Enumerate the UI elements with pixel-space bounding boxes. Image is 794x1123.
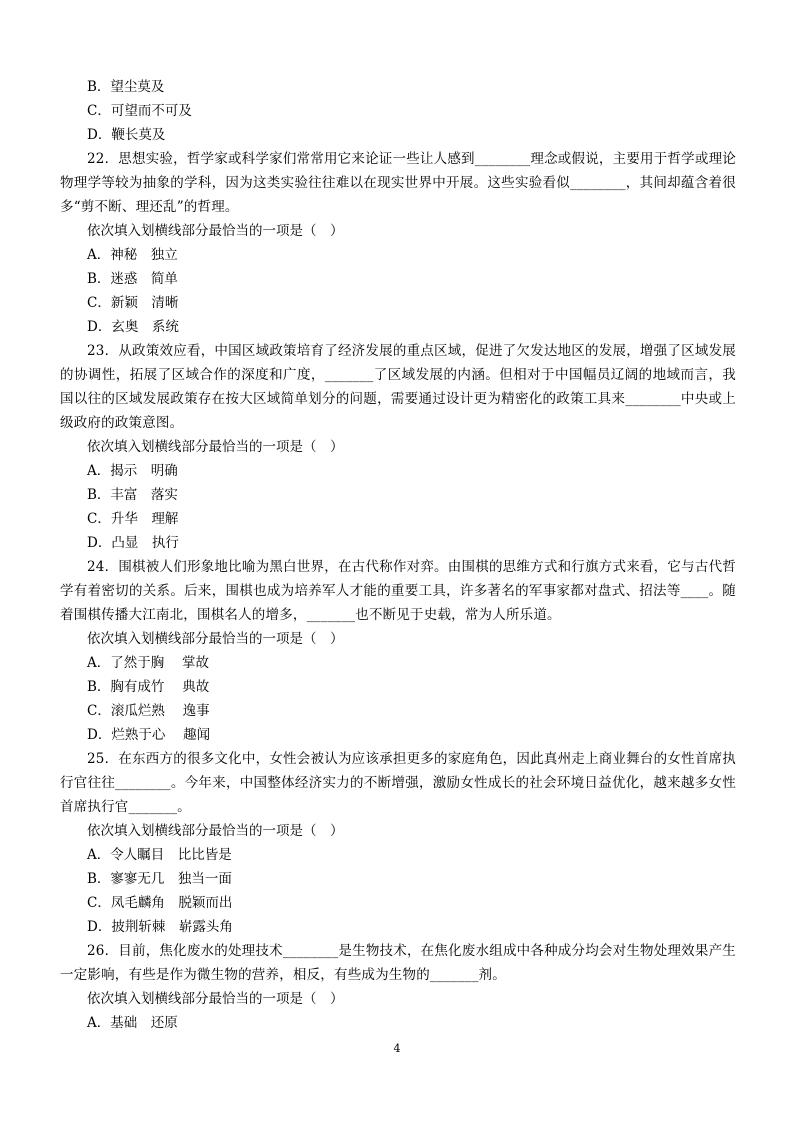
question-stem: 26．目前，焦化废水的处理技术________是生物技术，在焦化废水组成中各种成分均会对生物处理效果产生一定影响，有些是作为微生物的营养，相反，有些成为生物的_______剂。: [60, 943, 736, 983]
page-number: 4: [393, 1042, 401, 1055]
option-d: D．披荆斩棘 崭露头角: [87, 919, 233, 935]
question-prompt: 依次填入划横线部分最恰当的一项是（ ）: [87, 991, 344, 1007]
question-prompt: 依次填入划横线部分最恰当的一项是（ ）: [87, 631, 344, 647]
option-c: C．滚瓜烂熟 逸事: [87, 703, 210, 719]
option-d: D．玄奥 系统: [87, 319, 179, 335]
question-prompt: 依次填入划横线部分最恰当的一项是（ ）: [87, 439, 344, 455]
option-c: C．凤毛麟角 脱颖而出: [87, 895, 233, 911]
option-b: B．望尘莫及: [87, 79, 165, 95]
option-b: B．寥寥无几 独当一面: [87, 871, 232, 887]
option-c: C．升华 理解: [87, 511, 179, 527]
option-c: C．可望而不可及: [87, 103, 192, 119]
option-a: A．揭示 明确: [87, 463, 178, 479]
option-a: A．令人瞩目 比比皆是: [87, 847, 232, 863]
question-stem: 23．从政策效应看，中国区域政策培育了经济发展的重点区域，促进了欠发达地区的发展，增强了区域发展的协调性，拓展了区域合作的深度和广度，_______了区域发展的内涵。但相对于中国幅员辽阔的地域而言，我国以往的区域发展政策存在按大区域简单划分的问题，需要通过设计更为精密化的政策工具来________中央或上级政府的政策意图。: [60, 343, 736, 431]
question-26: [60, 939, 736, 1035]
option-c: C．新颖 清晰: [87, 295, 179, 311]
option-b: B．迷惑 简单: [87, 271, 178, 287]
question-25: [60, 747, 736, 939]
option-b: B．胸有成竹 典故: [87, 679, 210, 695]
option-d: D．鞭长莫及: [87, 127, 166, 143]
question-stem: 25．在东西方的很多文化中，女性会被认为应该承担更多的家庭角色，因此真州走上商业舞台的女性首席执行官往往________。今年来，中国整体经济实力的不断增强，激励女性成长的社会环境日益优化，越来越多女性首席执行官_______。: [60, 751, 736, 815]
option-a: A．基础 还原: [87, 1015, 178, 1031]
option-d: D．烂熟于心 趣闻: [87, 727, 211, 743]
option-a: A．了然于胸 掌故: [87, 655, 210, 671]
option-a: A．神秘 独立: [87, 247, 178, 263]
question-stem: 24．围棋被人们形象地比喻为黑白世界，在古代称作对弈。由围棋的思维方式和行旗方式来看，它与古代哲学有着密切的关系。后来，围棋也成为培养军人才能的重要工具，许多著名的军事家都对盘式、招法等____。随着围棋传播大江南北，围棋名人的增多，_______也不断见于史载，常为人所乐道。: [60, 559, 736, 623]
question-23: [60, 339, 736, 555]
question-22: [60, 147, 736, 339]
question-24: [60, 555, 736, 747]
page-content: [60, 75, 736, 1035]
option-d: D．凸显 执行: [87, 535, 179, 551]
question-prompt: 依次填入划横线部分最恰当的一项是（ ）: [87, 223, 344, 239]
question-stem: 22．思想实验，哲学家或科学家们常常用它来论证一些让人感到________理念或假说，主要用于哲学或理论物理学等较为抽象的学科，因为这类实验往往难以在现实世界中开展。这些实验看似________，其间却蕴含着很多“剪不断、理还乱”的哲理。: [60, 151, 736, 215]
question-prompt: 依次填入划横线部分最恰当的一项是（ ）: [87, 823, 344, 839]
option-b: B．丰富 落实: [87, 487, 178, 503]
